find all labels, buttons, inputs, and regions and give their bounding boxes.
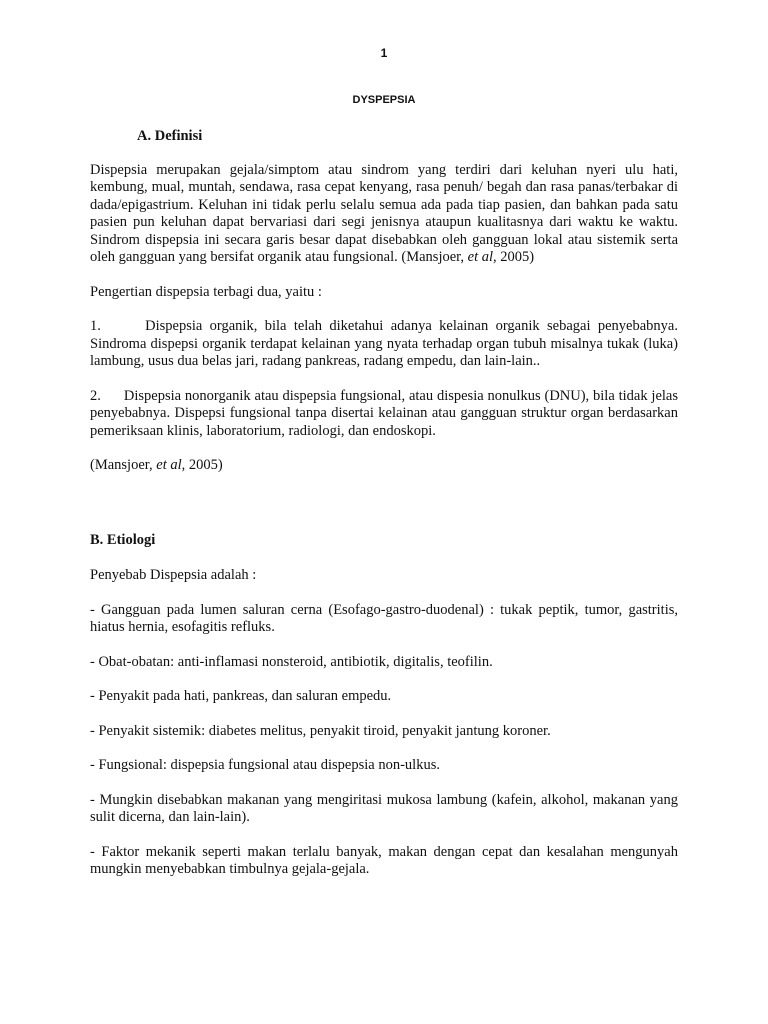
etiology-item: - Fungsional: dispepsia fungsional atau dispepsia non-ulkus. [90, 757, 440, 773]
section-a-heading: A. Definisi [137, 128, 203, 144]
etiology-item: - Penyakit pada hati, pankreas, dan saluran empedu. [90, 688, 392, 704]
definition-citation [90, 457, 678, 475]
definition-text: Dispepsia merupakan gejala/simptom atau sindrom yang terdiri dari keluhan nyeri ulu hati, kembung, mual, muntah, sendawa, rasa cepat kenyang, rasa penuh/ begah dan rasa panas/terbakar di dada/epigastrium. Keluhan ini tidak perlu selalu semua ada pada tiap pasien, dan bahkan pada satu pasien pun keluhan dapat bervariasi dari segi jenisnya ataupun kualitasnya dari waktu ke waktu. Sindrom dispepsia ini secara garis besar dapat disebabkan oleh gangguan lokal atau sistemik serta oleh gangguan yang bersifat organik atau fungsional. (Mansjoer, [90, 161, 678, 265]
page-number: 1 [380, 46, 388, 60]
etiology-item: - Gangguan pada lumen saluran cerna (Esofago-gastro-duodenal) : tukak peptik, tumor, gastritis, hiatus hernia, esofagitis refluks. [90, 601, 678, 635]
citation-etal: et al [156, 457, 182, 473]
section-spacer [90, 492, 678, 532]
etiology-intro: Penyebab Dispepsia adalah : [90, 567, 257, 583]
definition-item-1: 1. Dispepsia organik, bila telah diketahui adanya kelainan organik sebagai penyebabnya. Sindroma dispepsi organik terdapat kelainan yang nyata terhadap organ tubuh misalnya tukak (luka) lambung, usus dua belas jari, radang pankreas, radang empedu, dan lain-lain.. [90, 318, 682, 369]
etiology-item: - Faktor mekanik seperti makan terlalu banyak, makan dengan cepat dan kesalahan mengunyah mungkin menyebabkan timbulnya gejala-gejala. [90, 843, 678, 877]
definition-tail: , 2005) [493, 249, 535, 265]
etiology-item: - Mungkin disebabkan makanan yang mengiritasi mukosa lambung (kafein, alkohol, makanan yang sulit dicerna, dan lain-lain). [90, 791, 678, 825]
document-title: DYSPEPSIA [352, 94, 416, 106]
section-b-heading: B. Etiologi [90, 531, 156, 548]
definition-intro: Pengertian dispepsia terbagi dua, yaitu : [90, 283, 322, 300]
document-body [90, 128, 682, 896]
definition-etal: et al [467, 249, 494, 265]
citation-head: (Mansjoer, [90, 457, 157, 473]
etiology-item: - Penyakit sistemik: diabetes melitus, penyakit tiroid, penyakit jantung koroner. [90, 722, 551, 739]
definition-paragraph [90, 162, 678, 267]
etiology-item: - Obat-obatan: anti-inflamasi nonsteroid, antibiotik, digitalis, teofilin. [90, 653, 493, 670]
definition-item-2: 2. Dispepsia nonorganik atau dispepsia fungsional, atau dispesia nonulkus (DNU), bila tidak jelas penyebabnya. Dispepsi fungsional tanpa disertai kelainan atau gangguan struktur organ berdasarkan pemeriksaan klinis, laboratorium, radiologi, dan endoskopi. [90, 387, 682, 439]
citation-tail: , 2005) [181, 457, 223, 473]
